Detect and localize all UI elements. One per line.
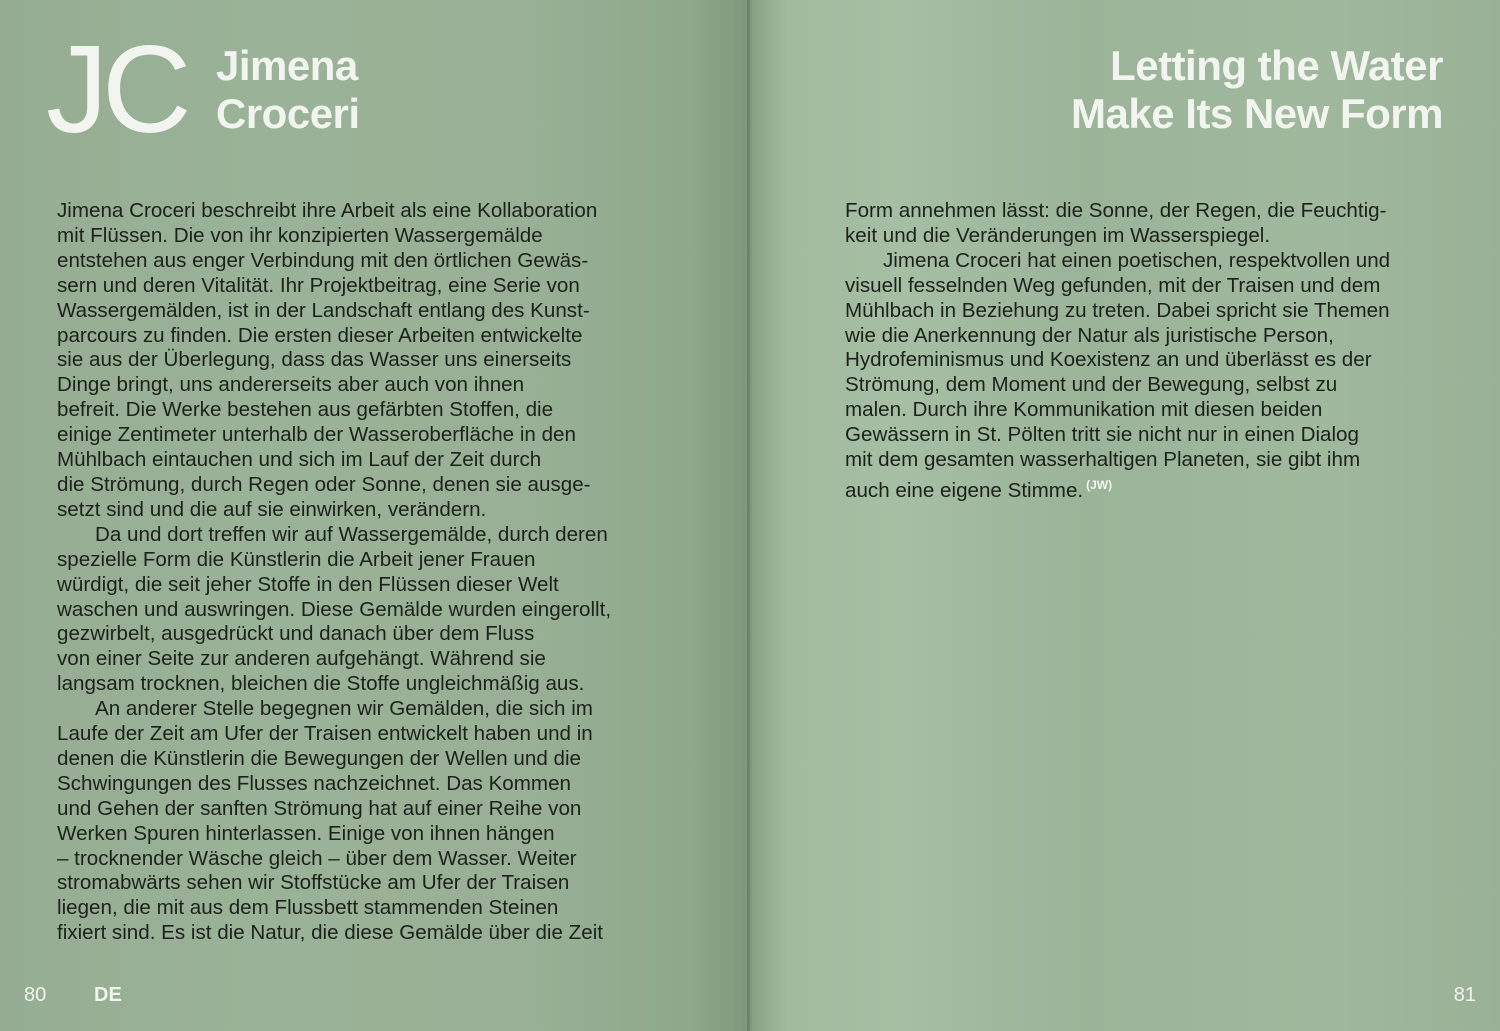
body-line-text: Da und dort treffen wir auf Wassergemälde, durch deren xyxy=(95,522,608,546)
body-line xyxy=(57,573,611,598)
body-line-text: einige Zentimeter unterhalb der Wasseroberfläche in den xyxy=(57,423,576,447)
body-line xyxy=(845,299,1390,324)
body-line xyxy=(57,448,611,473)
body-line xyxy=(57,722,611,747)
body-line-text: Schwingungen des Flusses nachzeichnet. Das Kommen xyxy=(57,771,571,795)
body-line xyxy=(57,498,611,523)
body-line-text: befreit. Die Werke bestehen aus gefärbten Stoffen, die xyxy=(57,398,554,422)
article-title xyxy=(1071,42,1443,138)
body-line-text: Jimena Croceri beschreibt ihre Arbeit als eine Kollaboration xyxy=(57,199,598,222)
body-line xyxy=(57,747,611,772)
body-line-text: Gewässern in St. Pölten tritt sie nicht nur in einen Dialog xyxy=(845,423,1359,447)
body-line xyxy=(845,448,1390,473)
body-line xyxy=(57,772,611,797)
body-line xyxy=(57,896,611,921)
body-line xyxy=(57,548,611,573)
body-line xyxy=(57,672,611,697)
body-line-text: keit und die Veränderungen im Wasserspiegel. xyxy=(845,223,1271,247)
body-line-text: Mühlbach in Beziehung zu treten. Dabei spricht sie Themen xyxy=(845,298,1390,322)
body-line xyxy=(57,622,611,647)
body-line xyxy=(57,647,611,672)
author-credit: (JW) xyxy=(1086,477,1113,492)
author-monogram: JC xyxy=(46,21,186,159)
body-line-text: Dinge bringt, uns andererseits aber auch von ihnen xyxy=(57,373,525,397)
page-number-left: 80 xyxy=(24,984,47,1006)
body-line-text: parcours zu finden. Die ersten dieser Arbeiten entwickelte xyxy=(57,323,583,347)
body-line-text: Form annehmen lässt: die Sonne, der Regen, die Feuchtig- xyxy=(845,199,1387,222)
body-line-text: sie aus der Überlegung, dass das Wasser uns einerseits xyxy=(57,348,572,372)
author-first-name: Jimena xyxy=(216,42,358,89)
body-line xyxy=(57,871,611,896)
body-line xyxy=(57,373,611,398)
right-page xyxy=(750,0,1500,1031)
body-line xyxy=(57,324,611,349)
body-line-text: gezwirbelt, ausgedrückt und danach über dem Fluss xyxy=(57,622,535,646)
body-line xyxy=(845,473,1390,504)
body-line-text: setzt sind und die auf sie einwirken, verändern. xyxy=(57,497,487,521)
article-title-line-2: Make Its New Form xyxy=(1071,90,1443,137)
left-body-text xyxy=(57,199,611,946)
author-last-name: Croceri xyxy=(216,90,360,137)
body-line xyxy=(57,224,611,249)
body-line-text: fixiert sind. Es ist die Natur, die diese Gemälde über die Zeit xyxy=(57,921,603,945)
body-line-text: sern und deren Vitalität. Ihr Projektbeitrag, eine Serie von xyxy=(57,273,580,297)
body-line xyxy=(845,423,1390,448)
body-line-text: Werken Spuren hinterlassen. Einige von ihnen hängen xyxy=(57,821,555,845)
body-line-text: Strömung, dem Moment und der Bewegung, selbst zu xyxy=(845,373,1338,397)
article-title-line-1: Letting the Water xyxy=(1110,42,1443,89)
body-line-text: entstehen aus enger Verbindung mit den örtlichen Gewäs- xyxy=(57,248,589,272)
author-name xyxy=(216,42,360,138)
body-line xyxy=(57,199,611,224)
body-line xyxy=(57,299,611,324)
body-line-text: mit dem gesamten wasserhaltigen Planeten, sie gibt ihm xyxy=(845,448,1361,472)
body-line xyxy=(57,847,611,872)
body-line-text: und Gehen der sanften Strömung hat auf einer Reihe von xyxy=(57,796,582,820)
book-spine-shadow xyxy=(747,0,753,1031)
body-line-text: denen die Künstlerin die Bewegungen der Wellen und die xyxy=(57,746,581,770)
body-line xyxy=(57,274,611,299)
body-line xyxy=(57,249,611,274)
body-line-text: mit Flüssen. Die von ihr konzipierten Wassergemälde xyxy=(57,223,543,247)
body-line xyxy=(57,398,611,423)
body-line-text: Wassergemälden, ist in der Landschaft entlang des Kunst- xyxy=(57,298,590,322)
body-line-text: wie die Anerkennung der Natur als juristische Person, xyxy=(845,323,1334,347)
body-line xyxy=(845,324,1390,349)
body-line xyxy=(845,398,1390,423)
body-line-text: die Strömung, durch Regen oder Sonne, denen sie ausge- xyxy=(57,472,591,496)
body-line xyxy=(57,697,611,722)
body-line xyxy=(57,797,611,822)
body-line-text: liegen, die mit aus dem Flussbett stammenden Steinen xyxy=(57,896,559,920)
body-line-text: Hydrofeminismus und Koexistenz an und überlässt es der xyxy=(845,348,1372,372)
body-line-text: von einer Seite zur anderen aufgehängt. Während sie xyxy=(57,647,546,671)
body-line-text: An anderer Stelle begegnen wir Gemälden, die sich im xyxy=(95,697,593,721)
body-line xyxy=(57,523,611,548)
body-line-text: auch eine eigene Stimme. xyxy=(845,478,1084,502)
right-body-text xyxy=(845,199,1390,504)
body-line-text: visuell fesselnden Weg gefunden, mit der Traisen und dem xyxy=(845,273,1381,297)
body-line-text: langsam trocknen, bleichen die Stoffe ungleichmäßig aus. xyxy=(57,672,585,696)
body-line xyxy=(57,921,611,946)
body-line xyxy=(845,224,1390,249)
body-line xyxy=(845,274,1390,299)
body-line-text: waschen und auswringen. Diese Gemälde wurden eingerollt, xyxy=(57,597,612,621)
body-line xyxy=(57,598,611,623)
body-line-text: spezielle Form die Künstlerin die Arbeit jener Frauen xyxy=(57,547,536,571)
body-line-text: Jimena Croceri hat einen poetischen, respektvollen und xyxy=(883,248,1391,272)
body-line xyxy=(57,822,611,847)
body-line-text: – trocknender Wäsche gleich – über dem Wasser. Weiter xyxy=(57,846,577,870)
body-line xyxy=(845,373,1390,398)
body-line xyxy=(845,199,1390,224)
body-line xyxy=(845,249,1390,274)
body-line xyxy=(57,423,611,448)
language-label: DE xyxy=(94,984,122,1006)
body-line xyxy=(57,348,611,373)
body-line-text: Laufe der Zeit am Ufer der Traisen entwickelt haben und in xyxy=(57,722,593,746)
body-line xyxy=(845,348,1390,373)
body-line xyxy=(57,473,611,498)
body-line-text: würdigt, die seit jeher Stoffe in den Flüssen dieser Welt xyxy=(57,572,559,596)
page-number-right: 81 xyxy=(1453,984,1476,1006)
body-line-text: malen. Durch ihre Kommunikation mit diesen beiden xyxy=(845,398,1323,422)
body-line-text: Mühlbach eintauchen und sich im Lauf der Zeit durch xyxy=(57,448,542,472)
body-line-text: stromabwärts sehen wir Stoffstücke am Ufer der Traisen xyxy=(57,871,570,895)
